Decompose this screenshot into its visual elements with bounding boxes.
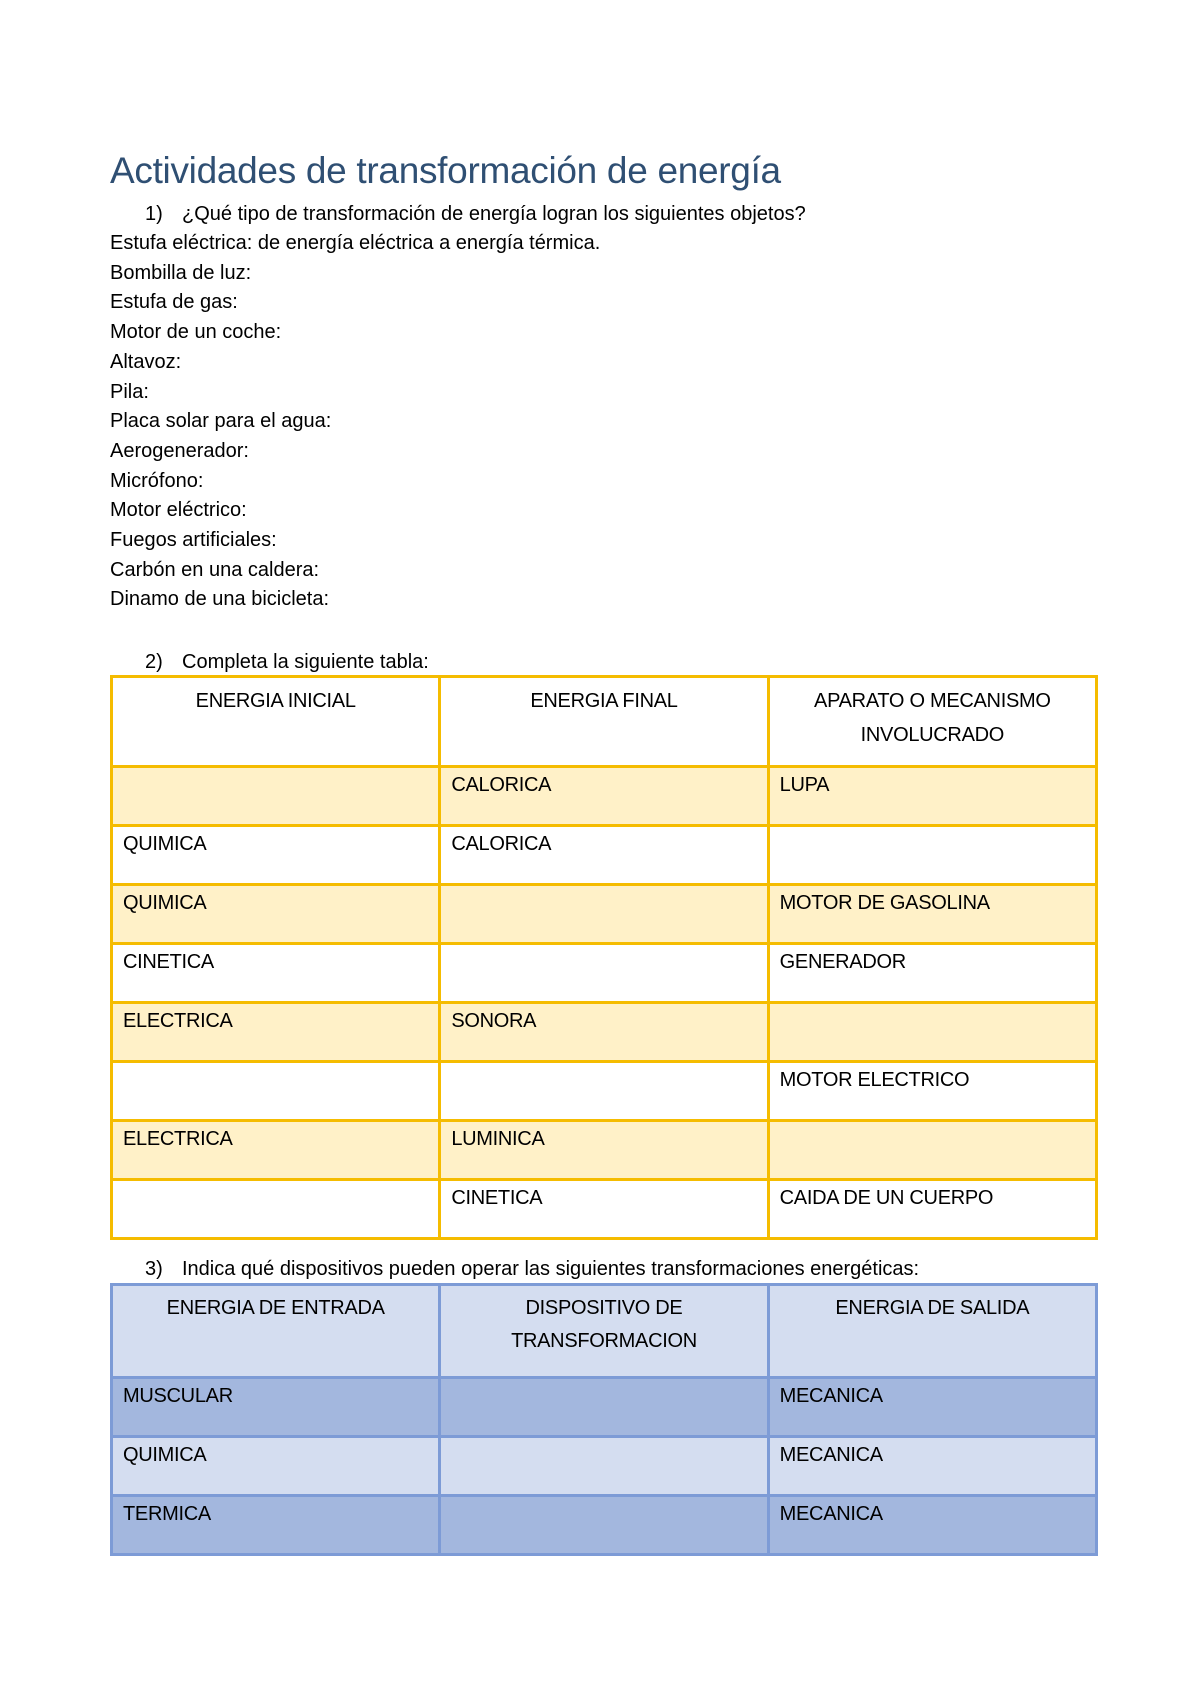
list-item: Micrófono:: [110, 469, 204, 492]
table-cell[interactable]: QUIMICA: [112, 885, 440, 944]
question-1-text: ¿Qué tipo de transformación de energía logran los siguientes objetos?: [182, 203, 806, 225]
table-cell[interactable]: MECANICA: [768, 1496, 1096, 1555]
list-item: Carbón en una caldera:: [110, 558, 320, 581]
table-cell[interactable]: [440, 944, 768, 1003]
list-item: Motor eléctrico:: [110, 499, 247, 522]
devices-table: [110, 1283, 1098, 1556]
question-2-text: Completa la siguiente tabla:: [182, 651, 429, 673]
table-cell[interactable]: [440, 885, 768, 944]
list-item: Fuegos artificiales:: [110, 529, 277, 552]
table-header-row: [112, 1285, 1097, 1378]
column-header: ENERGIA INICIAL: [112, 677, 440, 767]
table-cell[interactable]: [440, 1496, 768, 1555]
table-row: [112, 1121, 1097, 1180]
table-cell[interactable]: QUIMICA: [112, 1437, 440, 1496]
table-cell[interactable]: LUMINICA: [440, 1121, 768, 1180]
table-cell[interactable]: [112, 1062, 440, 1121]
column-header: ENERGIA DE ENTRADA: [112, 1285, 440, 1378]
table-cell[interactable]: [440, 1378, 768, 1437]
column-header: ENERGIA DE SALIDA: [768, 1285, 1096, 1378]
table-row: [112, 1496, 1097, 1555]
table-cell[interactable]: [768, 1121, 1096, 1180]
question-2-number: 2): [145, 651, 163, 673]
column-header: ENERGIA FINAL: [440, 677, 768, 767]
list-item: Dinamo de una bicicleta:: [110, 588, 330, 611]
table-cell[interactable]: SONORA: [440, 1003, 768, 1062]
table-row: [112, 1378, 1097, 1437]
table-cell[interactable]: [440, 1437, 768, 1496]
table-cell[interactable]: MUSCULAR: [112, 1378, 440, 1437]
question-3-number: 3): [145, 1258, 163, 1280]
question-3-text: Indica qué dispositivos pueden operar las siguientes transformaciones energéticas:: [182, 1258, 920, 1280]
table-row: [112, 826, 1097, 885]
table-cell[interactable]: [440, 1062, 768, 1121]
table-header-row: [112, 677, 1097, 767]
table-cell[interactable]: ELECTRICA: [112, 1121, 440, 1180]
table-row: [112, 885, 1097, 944]
table-cell[interactable]: LUPA: [768, 767, 1096, 826]
table-cell[interactable]: [112, 767, 440, 826]
list-item: Estufa de gas:: [110, 291, 238, 314]
table-cell[interactable]: CALORICA: [440, 826, 768, 885]
question-3-heading: [145, 1254, 919, 1284]
question-1-list: [110, 229, 600, 615]
table-cell[interactable]: MOTOR DE GASOLINA: [768, 885, 1096, 944]
column-header: DISPOSITIVO DE TRANSFORMACION: [440, 1285, 768, 1378]
page-title: Actividades de transformación de energía: [110, 150, 781, 191]
table-cell[interactable]: MECANICA: [768, 1378, 1096, 1437]
list-item: Bombilla de luz:: [110, 261, 252, 284]
list-item: Placa solar para el agua:: [110, 410, 332, 433]
list-item: Aerogenerador:: [110, 439, 249, 462]
column-header: APARATO O MECANISMO INVOLUCRADO: [768, 677, 1096, 767]
energy-table: [110, 675, 1098, 1240]
table-cell[interactable]: QUIMICA: [112, 826, 440, 885]
question-1-heading: [145, 199, 806, 229]
table-cell[interactable]: [112, 1180, 440, 1239]
table-row: [112, 1062, 1097, 1121]
table-cell[interactable]: MOTOR ELECTRICO: [768, 1062, 1096, 1121]
list-item: Altavoz:: [110, 350, 182, 373]
table-cell[interactable]: CALORICA: [440, 767, 768, 826]
table-cell[interactable]: CINETICA: [440, 1180, 768, 1239]
list-item: Pila:: [110, 380, 149, 403]
list-item: Estufa eléctrica: de energía eléctrica a energía térmica.: [110, 232, 601, 254]
table-row: [112, 767, 1097, 826]
table-row: [112, 1437, 1097, 1496]
question-1-number: 1): [145, 203, 163, 225]
table-cell[interactable]: ELECTRICA: [112, 1003, 440, 1062]
table-cell[interactable]: CINETICA: [112, 944, 440, 1003]
table-cell[interactable]: CAIDA DE UN CUERPO: [768, 1180, 1096, 1239]
table-cell[interactable]: MECANICA: [768, 1437, 1096, 1496]
table-row: [112, 944, 1097, 1003]
question-2-heading: [145, 647, 429, 677]
table-cell[interactable]: GENERADOR: [768, 944, 1096, 1003]
list-item: Motor de un coche:: [110, 321, 282, 344]
table-cell[interactable]: TERMICA: [112, 1496, 440, 1555]
table-row: [112, 1180, 1097, 1239]
table-cell[interactable]: [768, 1003, 1096, 1062]
table-row: [112, 1003, 1097, 1062]
table-cell[interactable]: [768, 826, 1096, 885]
